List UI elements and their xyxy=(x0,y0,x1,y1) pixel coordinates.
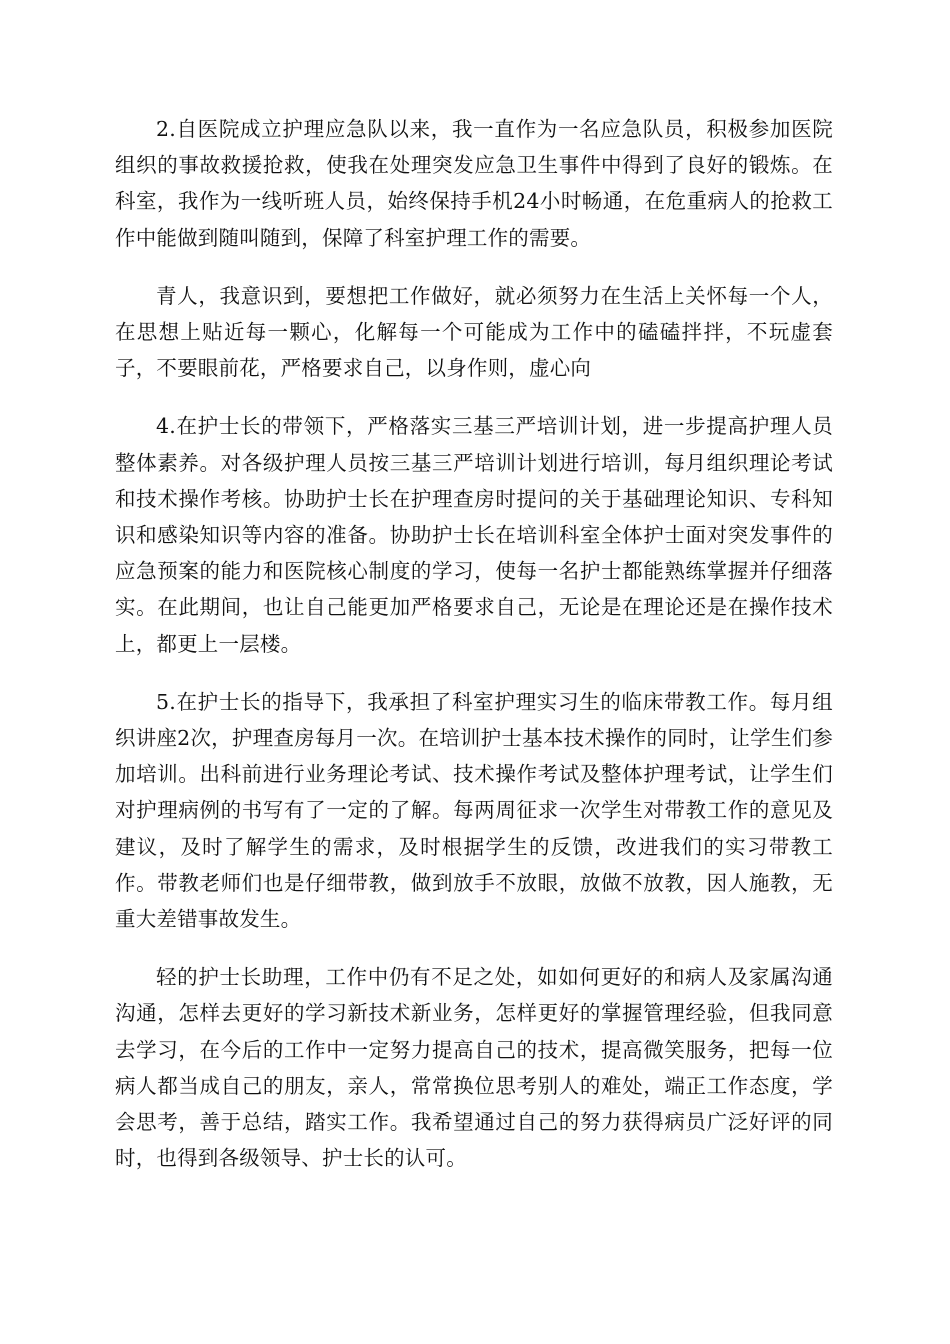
paragraph-shortcomings: 轻的护士长助理，工作中仍有不足之处，如如何更好的和病人及家属沟通沟通，怎样去更好的学习新技术新业务，怎样更好的掌握管理经验，但我同意去学习，在今后的工作中一定努力提高自己的技术，提高微笑服务，把每一位病人都当成自己的朋友，亲人，常常换位思考别人的难处，端正工作态度，学会思考，善于总结，踏实工作。我希望通过自己的努力获得病员广泛好评的同时，也得到各级领导、护士长的认可。 xyxy=(115,965,833,1171)
paragraph-emergency-team: 2.自医院成立护理应急队以来，我一直作为一名应急队员，积极参加医院组织的事故救援抢救，使我在处理突发应急卫生事件中得到了良好的锻炼。在科室，我作为一线听班人员，始终保持手机24小时畅通，在危重病人的抢救工作中能做到随叫随到，保障了科室护理工作的需要。 xyxy=(115,117,833,250)
paragraph-intern-teaching: 5.在护士长的指导下，我承担了科室护理实习生的临床带教工作。每月组织讲座2次，护理查房每月一次。在培训护士基本技术操作的同时，让学生们参加培训。出科前进行业务理论考试、技术操作考试及整体护理考试，让学生们对护理病例的书写有了一定的了解。每两周征求一次学生对带教工作的意见及建议，及时了解学生的需求，及时根据学生的反馈，改进我们的实习带教工作。带教老师们也是仔细带教，做到放手不放眼，放做不放教，因人施教，无重大差错事故发生。 xyxy=(115,689,833,932)
paragraph-training-plan: 4.在护士长的带领下，严格落实三基三严培训计划，进一步提高护理人员整体素养。对各级护理人员按三基三严培训计划进行培训，每月组织理论考试和技术操作考核。协助护士长在护理查房时提问的关于基础理论知识、专科知识和感染知识等内容的准备。协助护士长在培训科室全体护士面对突发事件的应急预案的能力和医院核心制度的学习，使每一名护士都能熟练掌握并仔细落实。在此期间，也让自己能更加严格要求自己，无论是在理论还是在操作技术上，都更上一层楼。 xyxy=(115,414,833,656)
document-body xyxy=(115,111,833,1198)
paragraph-self-reflection: 青人，我意识到，要想把工作做好，就必须努力在生活上关怀每一个人，在思想上贴近每一颗心，化解每一个可能成为工作中的磕磕拌拌，不玩虚套子，不要眼前花，严格要求自己，以身作则，虚心向 xyxy=(115,283,833,381)
